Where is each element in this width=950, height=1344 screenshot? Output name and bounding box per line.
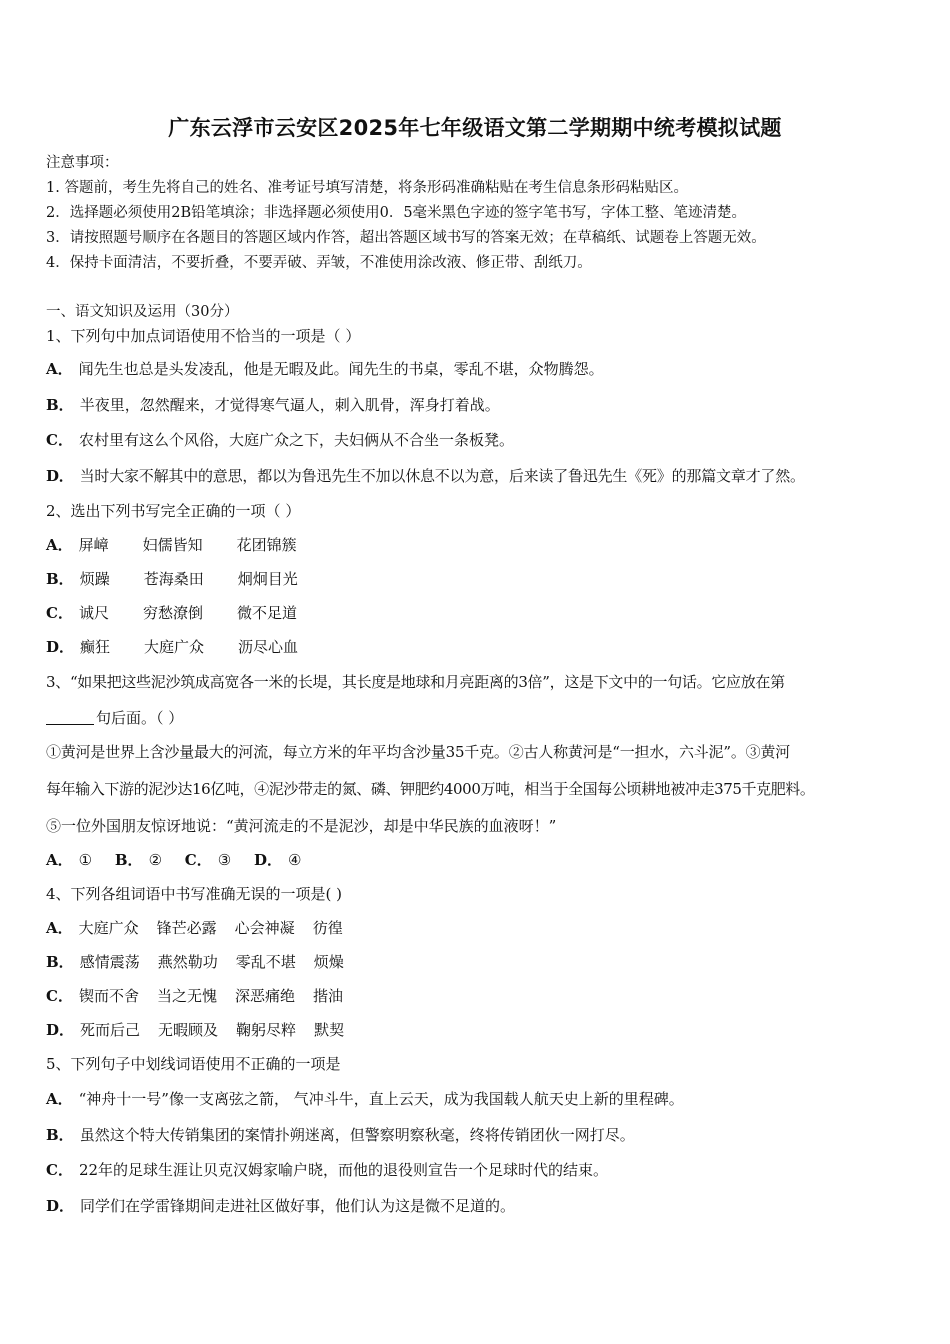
option-text: ③ <box>217 851 232 869</box>
question-4-option-c <box>46 985 343 1007</box>
option-word: 妇儒皆知 <box>142 536 203 554</box>
option-word: 烦躁 <box>79 570 110 588</box>
option-label: B． <box>114 851 143 869</box>
question-3-stem-cont <box>46 707 183 729</box>
notes-item: 1. 答题前，考生先将自己的姓名、准考证号填写清楚，将条形码准确粘贴在考生信息条形码粘贴区。 <box>46 180 688 196</box>
option-word: 零乱不堪 <box>235 953 296 971</box>
option-word: 心会神凝 <box>234 919 295 937</box>
option-label: A． <box>46 919 73 937</box>
question-1-option-b <box>46 394 500 416</box>
option-label: B． <box>46 570 74 588</box>
option-label: D． <box>46 1021 75 1039</box>
option-word: 感情震荡 <box>79 953 140 971</box>
option-text: “神舟十一号”像一支离弦之箭， 气冲斗牛，直上云天，成为我国载人航天史上新的里程碑。 <box>78 1090 684 1108</box>
option-label: C． <box>46 987 73 1005</box>
option-label: D． <box>46 467 74 485</box>
option-text: 22年的足球生涯让贝克汉姆家喻户晓，而他的退役则宣告一个足球时代的结束。 <box>78 1161 609 1179</box>
option-text: 农村里有这么个风俗，大庭广众之下，夫妇俩从不合坐一条板凳。 <box>78 431 514 449</box>
question-3-passage-line: 每年输入下游的泥沙达16亿吨，④泥沙带走的氮、磷、钾肥约4000万吨，相当于全国每公顷耕地被冲走375千克肥料。 <box>46 780 815 798</box>
option-word: 揩油 <box>313 987 344 1005</box>
question-4-option-d <box>46 1019 344 1041</box>
question-1-option-d <box>46 465 805 487</box>
option-word: 苍海桑田 <box>143 570 204 588</box>
notes-heading: 注意事项： <box>46 155 119 171</box>
option-text: 闻先生也总是头发凌乱，他是无暇及此。闻先生的书桌，零乱不堪，众物腾怨。 <box>78 360 604 378</box>
option-label: B． <box>46 953 74 971</box>
section-heading: 一、语文知识及运用（30分） <box>46 304 239 320</box>
option-label: A． <box>46 536 73 554</box>
question-3-stem: 3、“如果把这些泥沙筑成高宽各一米的长堤，其长度是地球和月亮距离的3倍”，这是下文中的一句话。它应放在第 <box>46 673 785 691</box>
question-5-stem: 5、下列句子中划线词语使用不正确的一项是 <box>46 1055 341 1073</box>
option-label: B． <box>46 396 74 414</box>
option-word: 微不足道 <box>236 604 297 622</box>
option-word: 锋芒必露 <box>156 919 217 937</box>
option-word: 鞠躬尽粹 <box>236 1021 297 1039</box>
question-1-stem: 1、下列句中加点词语使用不恰当的一项是（ ） <box>46 327 361 345</box>
option-label: D． <box>46 638 75 656</box>
question-2-option-a <box>46 534 297 556</box>
option-label: C． <box>46 604 73 622</box>
question-4-option-b <box>46 951 344 973</box>
option-word: 锲而不舍 <box>78 987 139 1005</box>
option-label: A． <box>46 851 73 869</box>
option-label: A． <box>46 1090 73 1108</box>
option-word: 深恶痛绝 <box>234 987 295 1005</box>
option-word: 大庭广众 <box>78 919 139 937</box>
option-label: C． <box>46 1161 73 1179</box>
notes-block <box>46 151 916 276</box>
option-word: 炯炯目光 <box>237 570 298 588</box>
option-word: 死而后己 <box>80 1021 141 1039</box>
option-text: 同学们在学雷锋期间走进社区做好事，他们认为这是微不足道的。 <box>80 1197 516 1215</box>
page-title: 广东云浮市云安区2025年七年级语文第二学期期中统考模拟试题 <box>168 116 782 140</box>
option-word: 诚尺 <box>78 604 109 622</box>
option-word: 沥尽心血 <box>238 638 299 656</box>
option-text: 虽然这个特大传销集团的案情扑朔迷离，但警察明察秋毫，终将传销团伙一网打尽。 <box>79 1126 635 1144</box>
option-label: C． <box>46 431 73 449</box>
question-3-passage-line: ⑤一位外国朋友惊讶地说：“黄河流走的不是泥沙，却是中华民族的血液呀！” <box>46 817 557 835</box>
question-2-stem: 2、选出下列书写完全正确的一项（ ） <box>46 502 301 520</box>
option-word: 彷徨 <box>312 919 343 937</box>
option-word: 燕然勒功 <box>157 953 218 971</box>
option-label: B． <box>46 1126 74 1144</box>
option-label: A． <box>46 360 73 378</box>
option-word: 当之无愧 <box>156 987 217 1005</box>
question-3-passage-line: ①黄河是世界上含沙量最大的河流，每立方米的年平均含沙量35千克。②古人称黄河是“一担水，六斗泥”。③黄河 <box>46 743 791 761</box>
question-5-option-a <box>46 1088 684 1110</box>
option-label: D． <box>253 851 282 869</box>
question-5-option-b <box>46 1124 635 1146</box>
notes-item: 4．保持卡面清洁，不要折叠，不要弄破、弄皱，不准使用涂改液、修正带、刮纸刀。 <box>46 255 592 271</box>
question-2-option-d <box>46 636 298 658</box>
option-text: ① <box>78 851 93 869</box>
option-text: ② <box>148 851 163 869</box>
question-4-stem: 4、下列各组词语中书写准确无误的一项是( ) <box>46 885 343 903</box>
question-3-options <box>46 849 301 871</box>
option-word: 癫狂 <box>80 638 111 656</box>
option-word: 穷愁潦倒 <box>142 604 203 622</box>
option-word: 烦燥 <box>313 953 344 971</box>
option-label: D． <box>46 1197 75 1215</box>
option-text: 半夜里，忽然醒来，才觉得寒气逼人，刺入肌骨，浑身打着战。 <box>79 396 500 414</box>
question-5-option-d <box>46 1195 515 1217</box>
notes-item: 2．选择题必须使用2B铅笔填涂；非选择题必须使用0．5毫米黑色字迹的签字笔书写，字体工整、笔迹清楚。 <box>46 205 747 221</box>
option-word: 屏嶂 <box>78 536 109 554</box>
option-word: 默契 <box>314 1021 345 1039</box>
option-text: 当时大家不解其中的意思，都以为鲁迅先生不加以休息不以为意，后来读了鲁迅先生《死》的那篇文章才了然。 <box>79 467 805 485</box>
question-2-option-b <box>46 568 298 590</box>
question-4-option-a <box>46 917 343 939</box>
option-word: 花团锦簇 <box>236 536 297 554</box>
answer-blank <box>46 710 94 725</box>
question-1-option-a <box>46 358 604 380</box>
option-word: 大庭广众 <box>144 638 205 656</box>
question-5-option-c <box>46 1159 608 1181</box>
option-text: ④ <box>288 851 302 869</box>
question-2-option-c <box>46 602 297 624</box>
option-word: 无暇顾及 <box>158 1021 219 1039</box>
question-1-option-c <box>46 429 514 451</box>
notes-item: 3．请按照题号顺序在各题目的答题区域内作答，超出答题区域书写的答案无效；在草稿纸、试题卷上答题无效。 <box>46 230 766 246</box>
option-label: C． <box>184 851 212 869</box>
question-3-stem-tail: 句后面。（ ） <box>96 709 184 727</box>
